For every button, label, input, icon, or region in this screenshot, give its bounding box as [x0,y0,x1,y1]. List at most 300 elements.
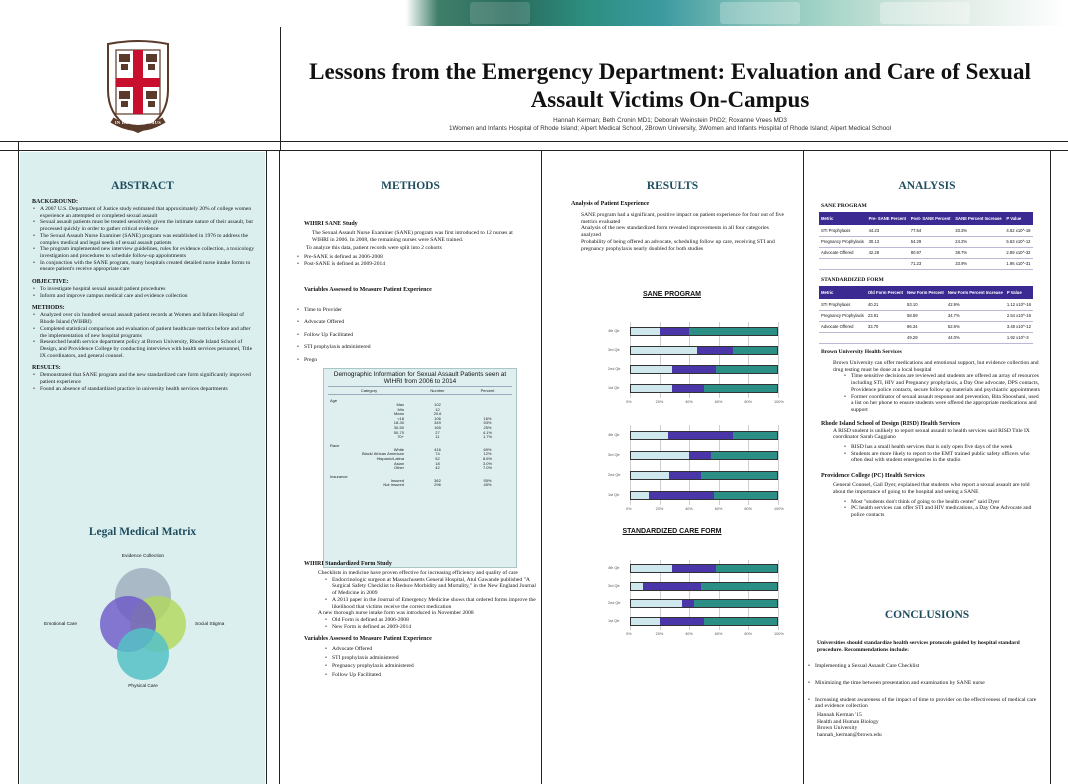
form-table-label: STANDARDIZED FORM [821,277,884,283]
risd-text: A RISD student is unlikely to report sexual assault to health services said RISD Title IX coordinator Sarah Caggiano [833,427,1030,441]
pc-bullets [821,499,1041,519]
pc-bullet: • Most "students don't think of going to the health center" said Dyer [843,499,1041,506]
chart-bar-segment [714,492,777,499]
table-cell: 80.97 [909,247,954,258]
chart-category-label: 1st Qtr [608,386,620,390]
demographics-cell: 11 [435,434,440,440]
chart-bar-segment [716,565,777,572]
demographics-cell: Asian [393,460,404,466]
conclusions-intro: Universities should standardize health services protocols guided by hospital standard procedure. Recommendations include: [817,640,1020,653]
chart-bar-segment [631,347,697,354]
variable2-item: • STI prophylaxis administered [324,654,536,663]
brown-bullets [821,373,1041,413]
chart-x-tick: 60% [714,400,723,404]
chart-bar-segment [649,492,715,499]
variable2-item: • Follow Up Facilitated [324,671,536,680]
split-text: To analyze this data, patient records were split into 2 cohorts [306,245,442,252]
chart-x-tick: 60% [714,507,723,511]
chart-gridline [778,322,779,398]
table-cell: 33.70 [866,321,905,332]
sane-results-table [819,212,1033,270]
results-analysis-text [571,212,785,252]
demographics-cell: Min [397,406,404,412]
chart-bar-segment [668,432,734,439]
table-header-cell: Metric [819,212,867,225]
chart-category-label: 4th Qtr [608,432,620,437]
chart-bar [630,582,778,591]
table-cell: 2.89 x10^-32 [1004,247,1033,258]
table-cell [819,258,867,269]
results-analysis-line: SANE program had a significant, positive impact on patient experience for four out of five metrics evaluated [581,212,785,225]
demographics-group-label: Insurance [330,473,348,479]
chart-bar-segment [669,472,701,479]
table-row [819,299,1033,310]
demographics-cell: 20.6 [433,411,442,417]
chart-category-label: 3rd Qtr [608,348,620,352]
venn-label-top: Evidence Collection [121,554,165,559]
chart-category-label: 2nd Qtr [608,472,621,477]
chart-bar-segment [733,347,777,354]
venn-label-bottom: Physical Care [128,684,158,689]
table-cell: Advocate Offered [819,321,866,332]
chart-x-tick: 0% [626,400,632,404]
demographics-column-header: Percent [480,388,495,393]
chart-category-label: 3rd Qtr [608,583,620,588]
variables-list [296,304,529,367]
background-item: • The Sexual Assault Nurse Examiner (SANE) program was established in 1976 to address the complex medical and legal needs of sexual assault patients [32,233,257,246]
table-cell: 24.2% [953,236,1004,247]
table-cell: 71.23 [909,258,954,269]
venn-label-left: Emotional Care [44,622,78,627]
demographics-cell: 50-70 [393,429,404,435]
chart-bar-segment [694,600,777,607]
objective-item: • To investigate hospital sexual assault patient procedures [32,286,257,293]
brown-text: Brown University can offer medications and emotional support, but evidence collection and drug testing must be done at a local hospital [833,360,1039,373]
table-cell: 3.48 x10^-12 [1005,321,1033,332]
table-cell: 5.63 x10^-12 [1004,236,1033,247]
table-cell [866,332,905,343]
demographics-cell: 74 [435,451,440,457]
chart-bar-segment [672,366,716,373]
objective-item: • Inform and improve campus medical care and evidence collection [32,293,257,300]
chart-bar-segment [631,618,660,625]
results-list [32,372,257,392]
table-cell: 42.28 [867,247,909,258]
brown-university-seal [102,40,174,135]
objective-list [32,286,257,299]
table-cell: 4.62 x10^-18 [1004,225,1033,236]
chart-bar-segment [631,328,660,335]
demographics-cell: 69% [483,446,492,452]
background-item: • A 2007 U.S. Department of Justice study estimated that approximately 20% of college women experience an attempted or completed sexual assault [32,206,257,219]
chart-bar-segment [631,432,668,439]
variable-item: • Pregn [296,354,529,367]
chart-bar-segment [689,328,777,335]
chart-x-tick: 40% [685,632,693,636]
table-row [819,247,1033,258]
background-item: • Sexual assault patients must be treated sensitively given the intimate nature of their assault, but processed quickly in order to gather critical evidence [32,219,257,232]
variable2-item: • Advocate Offered [324,645,536,654]
chart-x-tick: 80% [744,632,752,636]
table-row [819,258,1033,269]
demographics-header [328,386,512,395]
pc-text: General Counsel, Gail Dyer, explained that students who report a sexual assault are told about the importance of going to the hospital and seeing a SANE [833,482,1030,495]
demographics-cell: Hispanic/Latina [376,455,404,461]
table-cell: 77.54 [909,225,954,236]
demographics-cell: 45% [483,482,492,488]
venn-circle-physical-care [117,628,169,680]
form-study-block [304,560,536,679]
table-cell: 58.59 [905,310,946,321]
demographics-cell: 53% [483,420,492,426]
table-cell: 33.3% [953,225,1004,236]
table-cell: 42.9% [946,299,1005,310]
conclusions-list [807,663,1039,710]
demographics-cell: Black/ African American [361,451,404,457]
chart-bar-segment [631,565,672,572]
table-cell: STI Prophylaxis [819,225,867,236]
background-list [32,206,257,273]
chart-bar [630,327,778,336]
chart-x-tick: 100% [774,632,784,636]
chart-bar-segment [660,328,689,335]
form-cohort-item: • New Form is defined as 2009-2014 [324,624,536,631]
table-cell: Pregnancy Prophylaxis [819,310,866,321]
conclusions-block [817,640,1039,739]
form-results-table [819,286,1033,344]
results-label: RESULTS: [32,365,61,372]
chart-category-label: 2nd Qtr [608,367,621,371]
demographics-cell: 102 [434,402,441,407]
pc-bullet: • PC health services can offer STI and HIV medications, a Day One Advocate and police contacts [843,505,1041,518]
table-cell: 1.12 x10^-16 [1005,299,1033,310]
conclusion-item: • Implementing a Sexual Assault Care Checklist [807,663,1039,670]
authors-block [290,117,1050,133]
divider [0,141,1068,142]
table-cell: 30.13 [867,236,909,247]
demographics-cell: 7.0% [482,465,493,471]
demographics-cell: 12% [483,451,492,457]
form-study-bullet: • A 2013 paper in the Journal of Emergency Medicine shows that ordered forms improve the likelihood that victims receive the correct medication [324,597,536,610]
results-item: • Demonstrated that SANE program and the new standardized care form significantly improved patient experience [32,372,257,385]
demographics-cell: 55% [483,477,492,483]
contact-line: Hannah Kerman '15 [817,712,862,718]
demographics-cell: 8.6% [482,455,493,461]
chart-category-label: 4th Qtr [608,329,620,333]
form-intro: A new thorough nurse intake form was introduced in November 2008 [318,610,474,617]
demographics-title: Demographic Information for Sexual Assault Patients seen at WIHRI from 2006 to 2014 [333,371,507,385]
background-item: • The program implemented new interview guidelines, rules for evidence collection, a toxicology investigation and procedures to schedule follow-up appointments [32,246,257,259]
objective-label: OBJECTIVE: [32,279,69,286]
demographics-cell: Other [393,465,404,471]
demographics-column-header: Category [360,388,378,393]
demographics-row [328,483,512,488]
table-row [819,310,1033,321]
divider [1050,150,1051,784]
chart-category-label: 4th Qtr [608,566,620,571]
chart-bar-segment [631,600,682,607]
chart-x-tick: 20% [655,507,664,511]
chart-bar [630,431,778,440]
demographics-cell: 296 [434,482,441,488]
table-cell: 52.6% [946,321,1005,332]
form-cohort-list [304,617,536,630]
abstract-heading: ABSTRACT [111,180,174,192]
table-row [819,225,1033,236]
variable-item: • Time to Provider [296,304,529,317]
demographics-row [328,466,512,471]
table-cell: 1.92 x10^-3 [1005,332,1033,343]
banner-glass-tube [880,2,970,24]
stacked-bar-chart [608,560,784,636]
chart-bar-segment [682,600,694,607]
demographics-cell: Max [396,402,404,407]
contact-line: hannah_kerman@brown.edu [817,732,882,739]
contact-line: Health and Human Biology [817,718,879,725]
divider [18,141,19,784]
cohort-item: • Pre-SANE is defined as 2006-2008 [296,254,529,261]
sane-study-text: The Sexual Assault Nurse Examiner (SANE) program was first introduced to 12 nurses at WIHRI in 2006. In 2008, the remaining nurses were SANE trained. [312,230,513,243]
health-services-block [821,360,1041,519]
demographics-cell: 12 [435,406,440,412]
chart-x-tick: 0% [626,632,632,636]
results-heading: RESULTS [646,180,699,192]
table-cell [819,332,866,343]
poster-title: Lessons from the Emergency Department: Evaluation and Care of Sexual Assault Victims On-Campus [309,59,1031,112]
chart-bar [630,451,778,460]
table-cell: 38.7% [953,247,1004,258]
analysis-label: Analysis of Patient Experience [571,201,650,207]
form-study-bullet: • Endocrinologic surgeon at Massachusetts General Hospital, Atul Gawande published "A Surgical Safety Checklist to Reduce Morbidity and Mortality," in the New England Journal of Medicine in 2009 [324,577,536,597]
chart-category-label: 1st Qtr [608,492,620,497]
chart-category-label: 2nd Qtr [608,601,621,606]
background-item: • In conjunction with the SANE program, many hospitals created detailed nurse intake forms to ensure patient's receive appropriate care [32,260,257,273]
demographics-group-label: Age [330,398,338,403]
stacked-bar-chart [608,425,784,511]
chart-bar-segment [631,472,669,479]
table-cell: 2.54 x10^-16 [1005,310,1033,321]
chart-bar-segment [697,347,734,354]
chart-bar-segment [704,385,777,392]
demographics-cell: 416 [434,446,441,452]
brown-bullet: • Time sensitive decisions are reviewed and students are offered an array of resources including STI, HIV and Pregnancy prophylaxis, a Day One advocate, DPS contacts, Providence police contacts, secure follow up materials and psychiatric appointments [843,373,1041,393]
demographics-cell: 165 [434,424,441,430]
chart-bar [630,599,778,608]
cohort-list [296,254,529,267]
chart-gridline [778,425,779,505]
affiliations: 1Women and Infants Hospital of Rhode Island; Alpert Medical School, 2Brown University, 3Women and Infants Hospital of Rhode Island; Alpert Medical School [448,125,892,132]
table-cell: Pregnancy Prophylaxis [819,236,867,247]
methods-heading: METHODS [381,180,440,192]
demographics-cell: Mean [393,411,404,417]
risd-label: Rhode Island School of Design (RISD) Health Services [821,420,961,427]
chart-bar-segment [701,583,777,590]
contact-info [817,712,1039,739]
form-cohort-item: • Old Form is defined as 2006-2008 [324,617,536,624]
chart-x-tick: 20% [655,632,664,636]
table-header-cell: P Value [1004,212,1033,225]
divider [0,150,1068,151]
table-cell: 54.29 [909,236,954,247]
table-cell: 53.10 [905,299,946,310]
demographics-cell: <18 [397,415,404,421]
header-banner [0,0,1068,26]
chart-bar-segment [631,385,672,392]
chart-bar [630,491,778,500]
chart-x-tick: 60% [714,632,723,636]
table-cell: 23.91 [866,310,905,321]
chart-x-tick: 80% [744,400,752,404]
table-header-cell: New Form Percent Increase [946,286,1005,299]
analysis-heading: ANALYSIS [898,180,956,192]
table-row [819,236,1033,247]
variables2-list [304,645,536,679]
demographics-cell: 106 [434,415,441,421]
chart-bar [630,471,778,480]
chart-bar-segment [704,618,777,625]
table-cell: 44.0% [946,332,1005,343]
legal-medical-venn [44,554,240,692]
chart-category-label: 3rd Qtr [608,452,620,457]
chart-bar-segment [672,385,704,392]
demographics-table [323,368,517,568]
chart-x-tick: 0% [626,507,632,511]
table-cell: 86.34 [905,321,946,332]
chart-bar-segment [631,452,689,459]
conclusion-item: • Minimizing the time between presentation and examination by SANE nurse [807,680,1039,687]
brown-label: Brown University Health Services [821,349,902,355]
sane-table-label: SANE PROGRAM [821,203,867,209]
chart-bar [630,365,778,374]
results-analysis-line: Probability of being offered an advocate, scheduling follow up care, receiving STI and pregnancy prophylaxis nearly doubled for both studies [581,238,775,252]
risd-bullets [821,444,1041,464]
table-cell: 40.21 [866,299,905,310]
variable2-item: • Pregnancy prophylaxis administered [324,662,536,671]
table-header-cell: Old Form Percent [866,286,905,299]
variables-label: Variables Assessed to Measure Patient Experience [304,286,432,293]
chart-bar-segment [672,565,716,572]
variables2-label: Variables Assessed to Measure Patient Experience [304,636,432,643]
demographics-cell: 362 [434,477,441,483]
chart-x-tick: 40% [685,400,693,404]
sane-study-label: WIHRI SANE Study [304,221,358,227]
cohort-item: • Post-SANE is defined as 2009-2014 [296,261,529,268]
authors: Hannah Kerman; Beth Cronin MD1; Deborah Weinstein PhD2; Roxanne Vrees MD3 [553,117,787,124]
demographics-cell: 18 [435,460,440,466]
sane-chart-title: SANE PROGRAM [643,291,701,298]
form-study-text: Checklists in medicine have proven effective for increasing efficiency and quality of care [318,570,518,576]
chart-x-tick: 40% [685,507,693,511]
table-header-cell: New Form Percent [905,286,946,299]
demographics-cell: 42 [435,465,440,471]
chart-x-tick: 20% [655,400,664,404]
chart-bar-segment [689,452,711,459]
risd-bullet: • RISD has a small health services that is only open five days of the week [843,444,1041,451]
table-row [819,332,1033,343]
variable-item: • STI prophylaxis administered [296,341,529,354]
variable-item: • Advocate Offered [296,316,529,329]
chart-bar-segment [733,432,777,439]
divider [266,150,267,784]
table-header-cell: Metric [819,286,866,299]
chart-bar-segment [701,472,777,479]
form-chart-title: STANDARDIZED CARE FORM [622,528,722,535]
demographics-cell: 4.1% [482,429,493,435]
demographics-cell: 30-50 [393,424,404,430]
conclusions-heading: CONCLUSIONS [884,609,970,621]
chart-x-tick: 80% [744,507,752,511]
seal-motto: IN DEO SPERAMUS [114,120,162,125]
banner-glass-tube [720,2,800,24]
table-header-cell: Pre- SANE Percent [867,212,909,225]
table-cell: 34.7% [946,310,1005,321]
chart-bar [630,384,778,393]
demographics-cell: 52 [435,455,440,461]
pc-label: Providence College (PC) Health Services [821,473,925,480]
table-row [819,321,1033,332]
variable-item: • Follow Up Facilitated [296,329,529,342]
banner-glass-tube [470,2,530,24]
table-header-cell: SANE Percent Increase [953,212,1004,225]
methods-item: • Researched health service department policy at Brown University, Rhode Island School of Design, and Providence College by conducting interviews with health services personnel, Title IX coordinators, and general counsel. [32,339,257,359]
form-study-bullets [304,577,536,611]
demographics-group-label: Race [330,442,340,448]
demographics-cell: Insured [390,477,404,483]
methods-list [32,312,257,359]
demographics-cell: 25% [483,424,492,430]
form-study-label: WIHRI Standardized Form Study [304,561,392,567]
conclusion-item: • Increasing student awareness of the impact of time to provider on the effectiveness of medical care and evidence collection [807,697,1039,710]
methods-item: • Analyzed over six hundred sexual assault patient records at Women and Infants Hospital of Rhode Island (WIHRI) [32,312,257,325]
chart-bar [630,564,778,573]
background-label: BACKGROUND: [32,199,78,205]
methods-item: • Completed statistical comparison and evaluation of patient healthcare metrics before and after the implementation of new hospital programs [32,326,257,339]
chart-bar-segment [660,618,704,625]
table-cell: 44.23 [867,225,909,236]
demographics-cell: White [393,446,404,452]
divider [280,27,281,150]
table-header-cell: Post- SANE Percent [909,212,954,225]
chart-bar-segment [631,583,643,590]
venn-label-right: Social Stigma [195,622,225,627]
stacked-bar-chart [608,322,784,404]
matrix-heading: Legal Medical Matrix [88,526,197,538]
chart-gridline [778,560,779,630]
demographics-cell: 70+ [397,434,404,440]
demographics-column-header: Number [430,388,445,393]
results-item: • Found an absence of standardized practice in university health services departments [32,386,257,393]
table-header-cell: P Value [1005,286,1033,299]
chart-category-label: 1st Qtr [608,618,620,623]
demographics-cell: 349 [434,420,441,426]
methods-label: METHODS: [32,305,65,312]
results-analysis-line: Analysis of the new standardized form revealed improvements in all four categories analyzed [581,225,769,239]
demographics-cell: 18-30 [393,420,404,426]
demographics-cell: Not Insured [383,482,404,488]
brown-bullet: • Former coordinator of sexual assault response and prevention, Bita Shooshani, used a list on her phone to ensure students were offered the appropriate medications and support [843,394,1041,414]
chart-x-tick: 100% [774,507,784,511]
demographics-cell: 27 [435,429,440,435]
chart-bar-segment [631,366,672,373]
table-cell: Advocate Offered [819,247,867,258]
table-cell: 1.96 x10^-31 [1004,258,1033,269]
table-cell: STI Prophylaxis [819,299,866,310]
chart-bar-segment [716,366,777,373]
chart-bar-segment [711,452,777,459]
abstract-panel [20,152,265,784]
risd-bullet: • Students are more likely to report to the EMT trained public safety officers who often deal with student emergencies in the studio [843,451,1041,464]
demographics-row [328,435,512,440]
